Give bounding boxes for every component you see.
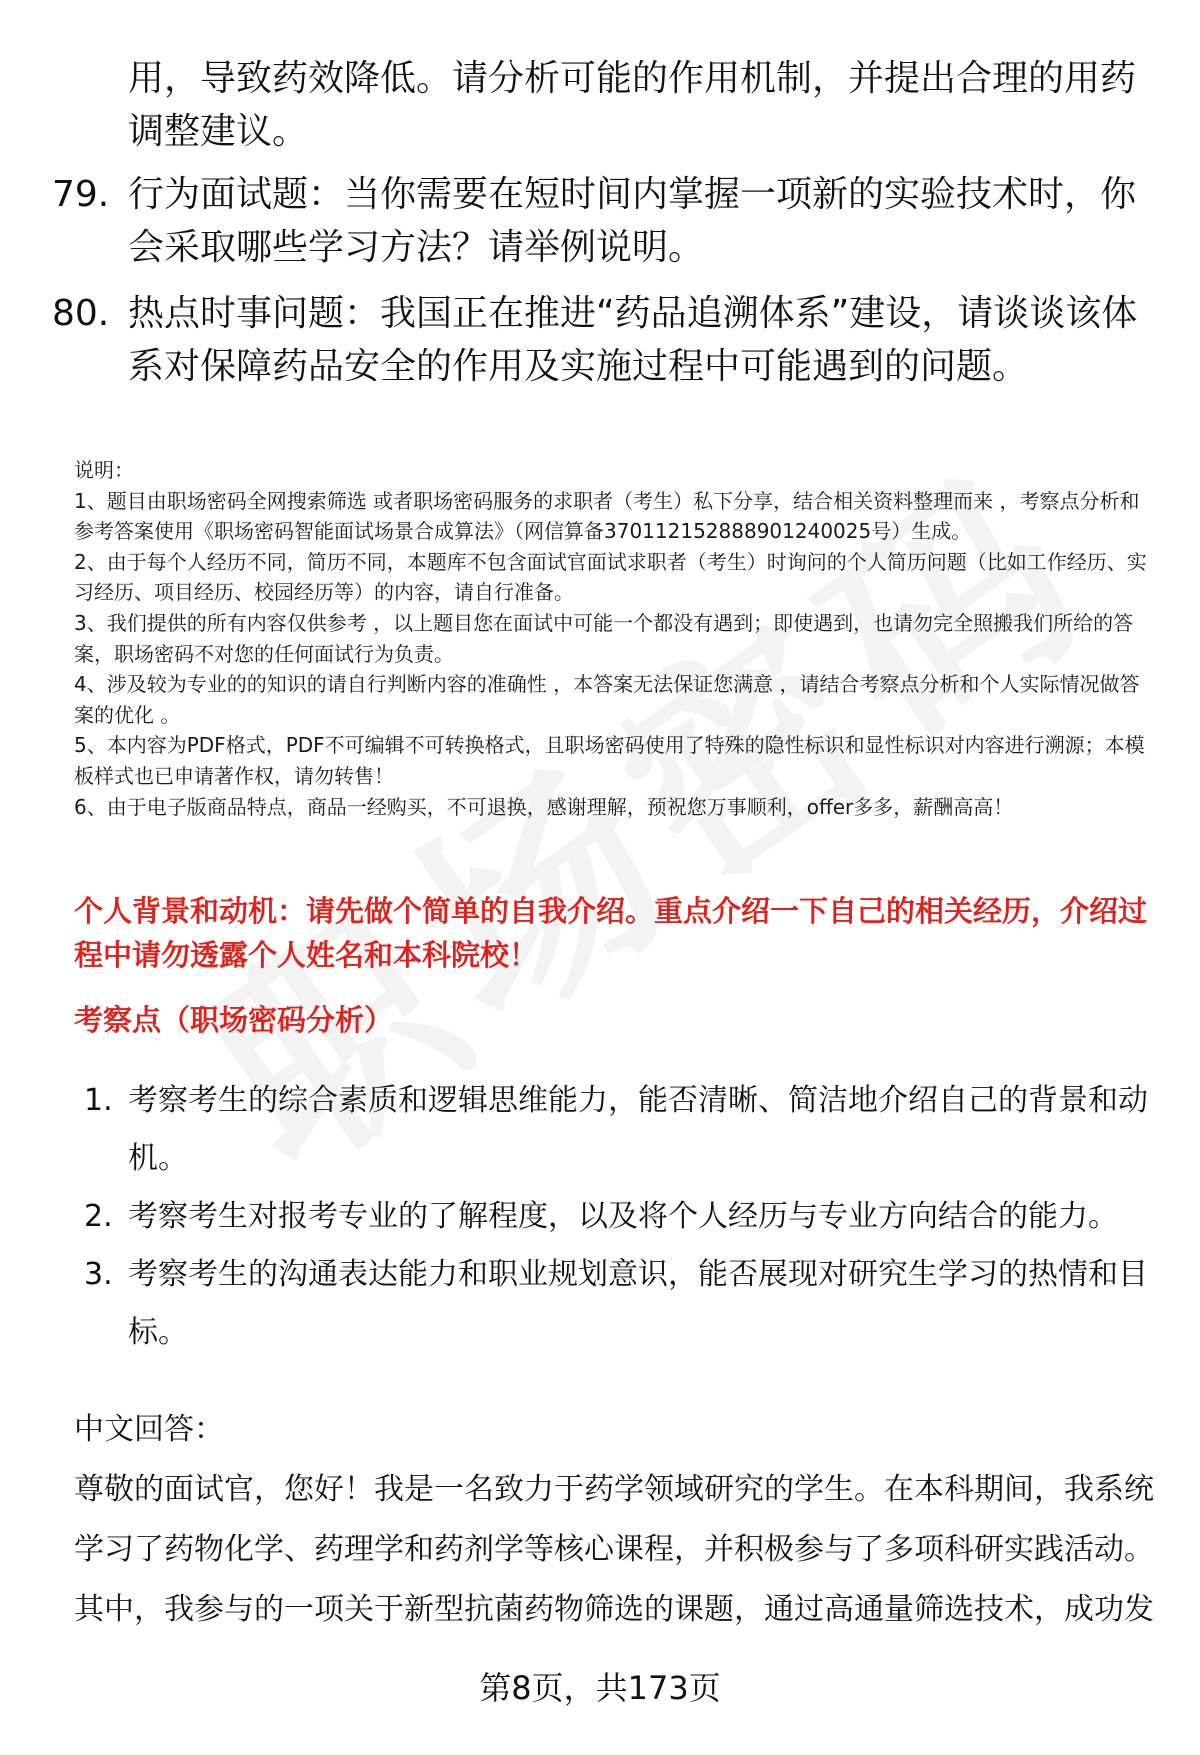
analysis-point (84, 1188, 1154, 1246)
question-text: 热点时事问题：我国正在推进“药品追溯体系”建设，请谈谈该体系对保障药品安全的作用及实施过程中可能遇到的问题。 (128, 293, 1138, 387)
note-item: 4、涉及较为专业的的知识的请自行判断内容的准确性 ，本答案无法保证您满意 ，请结合考察点分析和个人实际情况做答案的优化 。 (74, 672, 1140, 727)
note-item: 6、由于电子版商品特点，商品一经购买，不可退换，感谢理解，预祝您万事顺利，offer多多，薪酬高高！ (74, 794, 1014, 819)
point-number: 2. (84, 1199, 113, 1234)
notes-heading: 说明： (74, 458, 134, 482)
analysis-point (84, 1246, 1154, 1362)
note-item: 3、我们提供的所有内容仅供参考 ，以上题目您在面试中可能一个都没有遇到；即使遇到，也请勿完全照搬我们所给的答案，职场密码不对您的任何面试行为负责。 (74, 610, 1134, 666)
question-number: 79. (52, 174, 110, 215)
analysis-point (84, 1072, 1154, 1188)
question-text: 行为面试题：当你需要在短时间内掌握一项新的实验技术时，你会采取哪些学习方法？请举例说明。 (128, 174, 1137, 268)
point-number: 3. (84, 1257, 113, 1292)
question-79 (52, 168, 1142, 274)
question-78-continuation: 用，导致药效降低。请分析可能的作用机制，并提出合理的用药调整建议。 (128, 58, 1137, 152)
section-title: 个人背景和动机：请先做个简单的自我介绍。重点介绍一下自己的相关经历，介绍过程中请勿透露个人姓名和本科院校！ (74, 894, 1148, 972)
analysis-title: 考察点（职场密码分析） (74, 1003, 394, 1037)
analysis-points (84, 1072, 1154, 1362)
answer-text: 尊敬的面试官，您好！我是一名致力于药学领域研究的学生。在本科期间，我系统学习了药物化学、药理学和药剂学等核心课程，并积极参与了多项科研实践活动。其中，我参与的一项关于新型抗菌药物筛选的课题，通过高通量筛选技术，成功发 (74, 1472, 1154, 1627)
note-item: 2、由于每个人经历不同，简历不同，本题库不包含面试官面试求职者（考生）时询问的个人简历问题（比如工作经历、实习经历、项目经历、校园经历等）的内容，请自行准备。 (74, 549, 1147, 605)
point-text: 考察考生对报考专业的了解程度，以及将个人经历与专业方向结合的能力。 (128, 1199, 1118, 1234)
question-80 (52, 287, 1142, 393)
question-number: 80. (52, 293, 110, 334)
point-text: 考察考生的沟通表达能力和职业规划意识，能否展现对研究生学习的热情和目标。 (128, 1257, 1148, 1350)
note-item: 1、题目由职场密码全网搜索筛选 或者职场密码服务的求职者（考生）私下分享，结合相关资料整理而来 ，考察点分析和参考答案使用《职场密码智能面试场景合成算法》（网信算备370112152888901240025号）生成。 (74, 488, 1140, 544)
disclaimer-notes (74, 455, 1154, 822)
answer-label: 中文回答： (74, 1412, 224, 1447)
page-footer: 第8页，共173页 (479, 1669, 721, 1707)
point-number: 1. (84, 1083, 113, 1118)
note-item: 5、本内容为PDF格式，PDF不可编辑不可转换格式，且职场密码使用了特殊的隐性标识和显性标识对内容进行溯源；本模板样式也已申请著作权，请勿转售！ (74, 733, 1145, 788)
point-text: 考察考生的综合素质和逻辑思维能力，能否清晰、简洁地介绍自己的背景和动机。 (128, 1083, 1148, 1176)
